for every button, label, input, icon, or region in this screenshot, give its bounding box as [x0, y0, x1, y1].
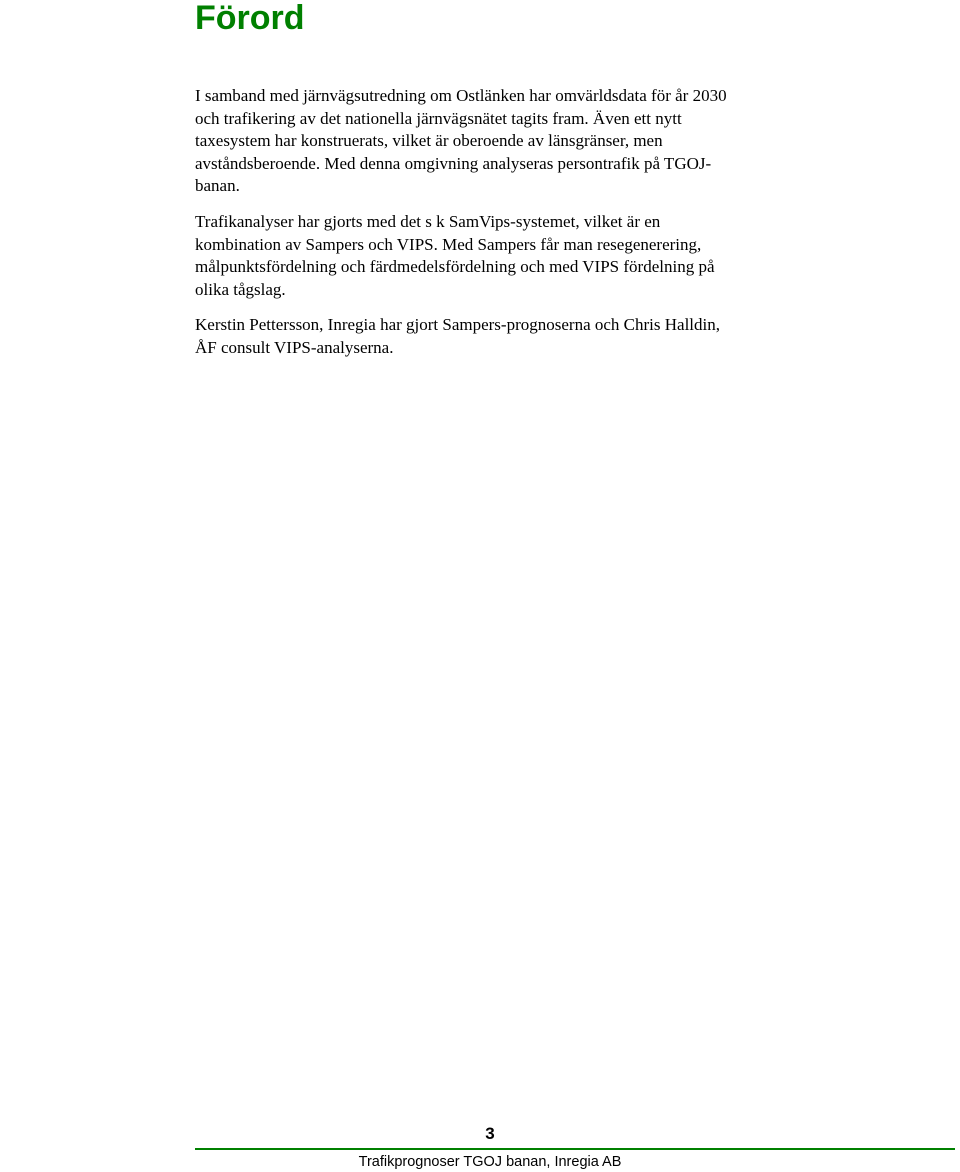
paragraph-credits — [195, 314, 795, 359]
text-line: taxesystem har konstruerats, vilket är oberoende av länsgränser, men — [195, 131, 663, 151]
text-line: Kerstin Pettersson, Inregia har gjort Sampers-prognoserna och Chris Halldin, — [195, 315, 720, 335]
footer-text: Trafikprognoser TGOJ banan, Inregia AB — [358, 1154, 622, 1170]
text-line: banan. — [195, 176, 240, 196]
text-line: I samband med järnvägsutredning om Ostlänken har omvärldsdata för år 2030 — [195, 86, 727, 105]
text-line: avståndsberoende. Med denna omgivning analyseras persontrafik på TGOJ- — [195, 153, 712, 173]
text-line: Trafikanalyser har gjorts med det s k SamVips-systemet, vilket är en — [195, 211, 661, 231]
footer-divider — [195, 1148, 955, 1150]
text-line: olika tågslag. — [195, 279, 286, 299]
text-line: ÅF consult VIPS-analyserna. — [195, 337, 394, 357]
text-line: kombination av Sampers och VIPS. Med Sampers får man resegenerering, — [195, 234, 702, 254]
text-line: och trafikering av det nationella järnvägsnätet tagits fram. Även ett nytt — [195, 108, 682, 128]
paragraph-intro — [195, 85, 795, 198]
paragraph-analysis — [195, 211, 795, 301]
text-line: målpunktsfördelning och färdmedelsfördelning och med VIPS fördelning på — [195, 257, 715, 277]
page-title: Förord — [195, 0, 305, 37]
page-number: 3 — [485, 1124, 495, 1143]
body-text — [195, 85, 795, 373]
